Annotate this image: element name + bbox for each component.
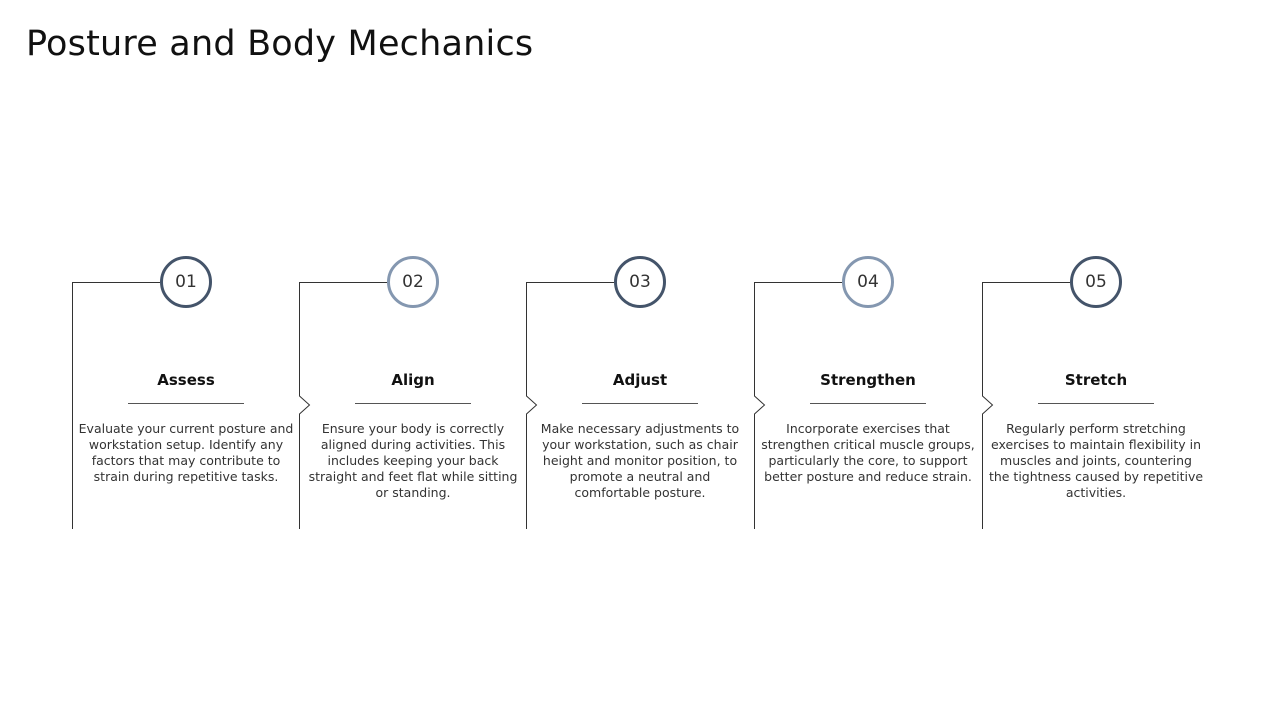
step-align: [299, 0, 527, 720]
step-number-badge: 05: [1070, 256, 1122, 308]
step-stretch: [982, 0, 1210, 720]
step-heading: Stretch: [1064, 371, 1128, 389]
step-number-badge: 03: [614, 256, 666, 308]
step-assess: [72, 0, 300, 720]
step-number-badge: 02: [387, 256, 439, 308]
heading-divider: [810, 403, 926, 404]
slide-title: Posture and Body Mechanics: [26, 24, 534, 64]
step-number-badge: 04: [842, 256, 894, 308]
step-description: Evaluate your current posture and workstation setup. Identify any factors that may contribute to strain during repetitive tasks.: [78, 421, 294, 484]
step-strengthen: [754, 0, 982, 720]
heading-divider: [582, 403, 698, 404]
heading-divider: [128, 403, 244, 404]
step-heading: Strengthen: [820, 371, 916, 389]
heading-divider: [355, 403, 471, 404]
step-description: Regularly perform stretching exercises to maintain flexibility in muscles and joints, countering the tightness caused by repetitive activities.: [988, 421, 1204, 500]
step-heading: Adjust: [612, 371, 668, 389]
heading-divider: [1038, 403, 1154, 404]
step-description: Ensure your body is correctly aligned during activities. This includes keeping your back straight and feet flat while sitting or standing.: [308, 421, 518, 500]
step-description: Make necessary adjustments to your workstation, such as chair height and monitor position, to promote a neutral and comfortable posture.: [540, 421, 740, 500]
step-number-badge: 01: [160, 256, 212, 308]
step-heading: Assess: [157, 371, 215, 389]
step-adjust: [526, 0, 754, 720]
step-heading: Align: [391, 371, 435, 389]
step-description: Incorporate exercises that strengthen critical muscle groups, particularly the core, to support better posture and reduce strain.: [761, 421, 975, 484]
